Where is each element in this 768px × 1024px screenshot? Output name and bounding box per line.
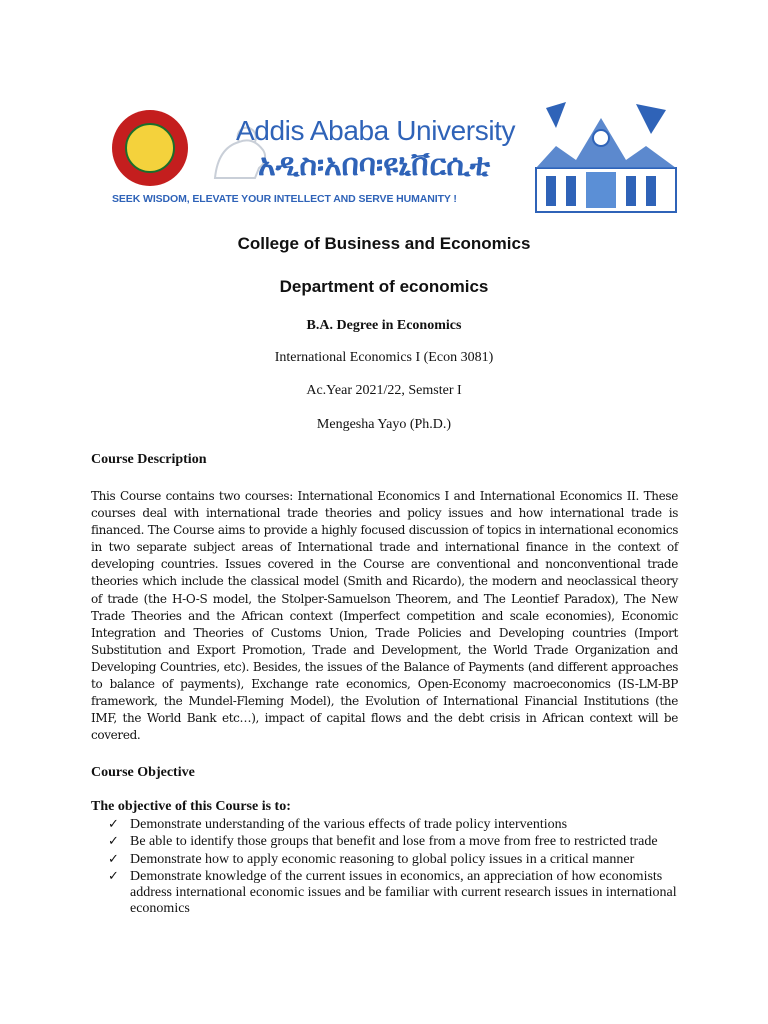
course-description-text: This Course contains two courses: International Economics I and International Economics II. These courses deal with international trade theories and policy issues and how international trade is financed. The Course aims to provide a highly focused discussion of topics in international economics in two separate subject areas of International trade and international finance in the context of developing countries. Issues covered in the Course are conventional and nonconventional trade theories which include the classical model (Smith and Ricardo), the modern and neoclassical theory of trade (the H-O-S model, the Stolper-Samuelson Theorem, and The Leontief Paradox), The New Trade Theories and the African context (Imperfect competition and scale economies), Economic Integration and Theories of Customs Union, Trade Policies and Developing countries (Import Substitution and Export Promotion, Trade and Development, the World Trade Organization and Developing Countries, etc). Besides, the issues of the Balance of Payments (and different approaches to balance of payments), Exchange rate economics, Open-Economy macroeconomics (IS-LM-BP framework, the Mundel-Fleming Model), the Evolution of International Financial Institutions (the IMF, the World Bank etc…), impact of capital flows and the debt crisis in African context will be covered. bbox=[91, 489, 678, 743]
university-name-amharic: አዲስ፡አበባ፡ዩኒቨርሲቲ bbox=[258, 148, 491, 183]
seal-emblem bbox=[125, 123, 175, 173]
university-building-illustration bbox=[516, 98, 686, 216]
objective-item-text: Demonstrate understanding of the various effects of trade policy interventions bbox=[130, 817, 568, 832]
check-icon: ✓ bbox=[108, 834, 119, 850]
objective-item-text: Be able to identify those groups that benefit and lose from a move from free to restricted trade bbox=[130, 834, 658, 850]
objective-item-text: Demonstrate how to apply economic reasoning to global policy issues in a critical manner bbox=[130, 851, 635, 867]
objective-item bbox=[108, 852, 688, 868]
college-heading: College of Business and Economics bbox=[237, 234, 531, 253]
course-title: International Economics I (Econ 3081) bbox=[274, 350, 494, 365]
check-icon: ✓ bbox=[108, 851, 119, 867]
objective-list bbox=[108, 817, 688, 919]
objective-item bbox=[108, 817, 688, 833]
university-seal bbox=[112, 110, 188, 186]
objective-item bbox=[108, 869, 688, 918]
objective-item bbox=[108, 834, 688, 850]
university-motto: SEEK WISDOM, ELEVATE YOUR INTELLECT AND SERVE HUMANITY ! bbox=[112, 193, 457, 205]
objective-intro: The objective of this Course is to: bbox=[91, 799, 291, 814]
department-heading: Department of economics bbox=[279, 277, 489, 296]
course-objective-heading: Course Objective bbox=[91, 765, 195, 780]
degree-title: B.A. Degree in Economics bbox=[306, 318, 462, 333]
check-icon: ✓ bbox=[108, 817, 119, 832]
instructor-name: Mengesha Yayo (Ph.D.) bbox=[316, 417, 452, 432]
university-name: Addis Ababa University bbox=[236, 115, 516, 146]
check-icon: ✓ bbox=[108, 868, 119, 884]
objective-item-text: Demonstrate knowledge of the current issues in economics, an appreciation of how economists address international economic issues and be familiar with current research issues in international economics bbox=[130, 868, 677, 917]
course-description-heading: Course Description bbox=[91, 452, 207, 467]
academic-year: Ac.Year 2021/22, Semster I bbox=[306, 383, 462, 398]
